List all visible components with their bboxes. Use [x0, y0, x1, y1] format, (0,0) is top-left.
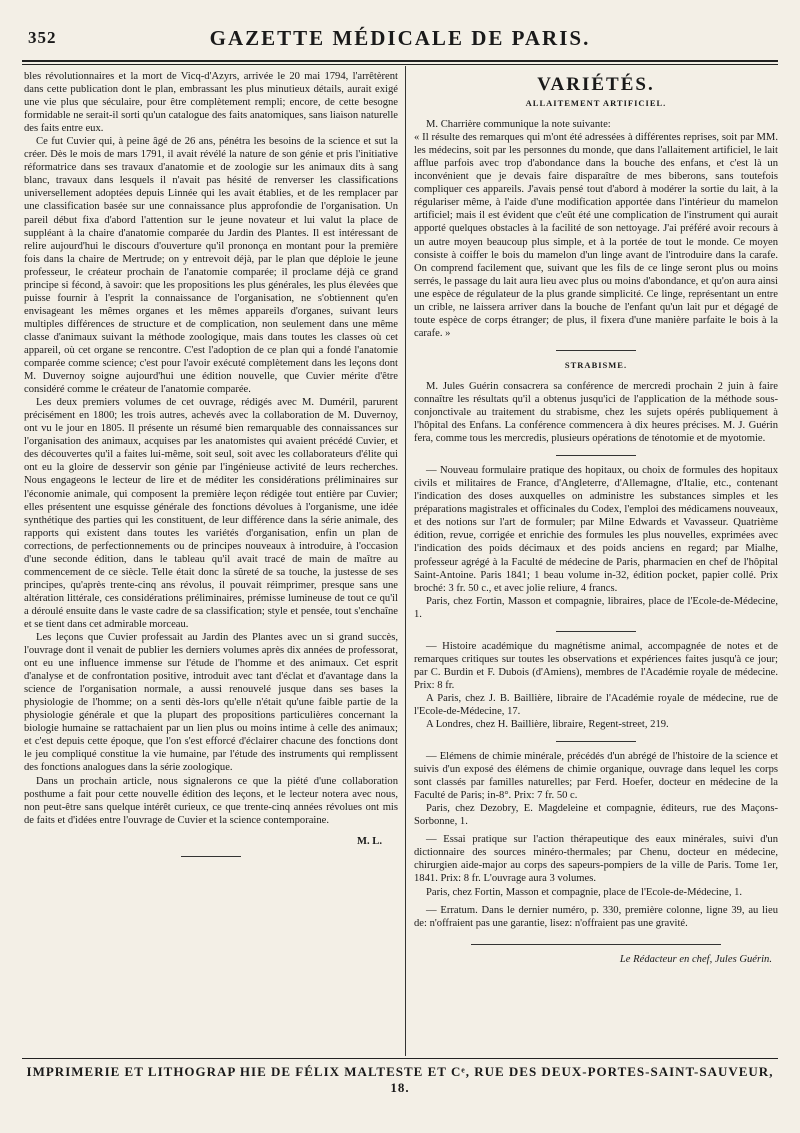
- section-separator: [556, 741, 636, 742]
- book-publisher: A Paris, chez J. B. Baillière, libraire de l'Académie royale de médecine, rue de l'Ecole-de-Médecine, 17.: [414, 692, 778, 717]
- allaitement-subtitle: ALLAITEMENT ARTIFICIEL.: [525, 98, 667, 109]
- column-divider: [405, 66, 406, 1056]
- header-rule-thin: [22, 64, 778, 65]
- book-publisher: Paris, chez Fortin, Masson et compagnie, place de l'Ecole-de-Médecine, 1.: [426, 886, 743, 898]
- left-column: [24, 70, 398, 857]
- book-entry: — Essai pratique sur l'action thérapeutique des eaux minérales, suivi d'un dictionnaire des sources minéro-thermales; par Chenu, docteur en médecine, chirurgien aide-major au corps des sapeurs-pompiers de la ville de Paris. Tome 1er, 1841. Prix: 8 fr. L'ouvrage aura 3 volumes.: [414, 834, 778, 885]
- article-paragraph: Les deux premiers volumes de cet ouvrage, rédigés avec M. Duméril, parurent précisément en 1800; les trois autres, achevés avec la collaboration de M. Duvernoy, ont vu le jour en 1805. Il présente un résumé bien remarquable des connaissances sur l'organisation des animaux, acquises par les anatomistes qui avaient précédé Cuvier, et des découvertes qu'il a faites lui-même, soit seul, soit avec les collaborateurs d'élite qui ont eu la gloire de desservir son génie par l'ingénieuse activité de leurs recherches. Nous engageons le lecteur de lire et de méditer les considérations préliminaires sur l'économie animale, qui composent la première leçon rédigée tout entière par Cuvier; elles présentent une esquisse générale des fonctions dévolues à l'organisme, une idée synthétique des parties qui les constituent, de leur différence dans la série animale, des rapports qui existent dans toutes les variétés d'organisation, enfin un plan de corrections, de perfectionnements ou de principes nouveaux à introduire, à l'occasion d'une seconde édition, dans le tableau qu'il avait tracé de main de maître au commencement de ce siècle. Telle était donc la sûreté de sa touche, la justesse de ses principes, qu'après trente-cinq ans révolus, il pouvait réimprimer, presque sans une altération littérale, ces considérations préliminaires, prémisse lumineuse de tout ce qu'il a déroulé ensuite dans le vaste cadre de sa classification; style et pensée, tout s'enchaîne et se tient dans cet admirable morceau.: [24, 397, 398, 630]
- right-column: [414, 70, 778, 966]
- section-title: VARIÉTÉS.: [537, 74, 655, 95]
- article-signature: M. L.: [356, 835, 382, 847]
- section-separator: [471, 944, 721, 945]
- page-number: 352: [28, 28, 57, 47]
- editor-signature: Le Rédacteur en chef, Jules Guérin.: [619, 953, 772, 965]
- book-publisher: Paris, chez Fortin, Masson et compagnie, libraires, place de l'Ecole-de-Médecine, 1.: [414, 595, 778, 620]
- section-separator: [556, 455, 636, 456]
- article-paragraph: Les leçons que Cuvier professait au Jardin des Plantes avec un si grand succès, l'ouvrage dont il venait de publier les derniers volumes après dix années de professorat, ont eu une influence immense sur l'étude de l'homme et des animaux. Cet esprit d'analyse et de confrontation positive, introduit avec tant d'éclat et d'avantage dans la science de l'organisation normale, a aussi renouvelé jusque dans ses bases la physiologie de l'homme; on a senti dès-lors qu'elle n'était qu'une faible partie de la physiologie générale et que la plupart des propositions particulières concernant la biologie humaine se rattachaient par un lien plus ou moins intime à celle des animaux; et c'est depuis cette époque, que l'on s'est efforcé d'éclairer chacune des fonctions dont le jeu compliqué constitue la vie humaine, par l'étude des instruments qui remplissent des fonctions analogues dans la série zoologique.: [24, 632, 398, 774]
- article-end-rule: [181, 856, 241, 857]
- section-separator: [556, 350, 636, 351]
- book-publisher: Paris, chez Dezobry, E. Magdeleine et compagnie, éditeurs, rue des Maçons-Sorbonne, 1.: [414, 803, 778, 828]
- book-publisher: A Londres, chez H. Baillière, libraire, Regent-street, 219.: [426, 719, 669, 731]
- footer-rule: [22, 1058, 778, 1059]
- strabisme-subtitle: STRABISME.: [564, 359, 628, 370]
- printer-imprint: IMPRIMERIE ET LITHOGRAP HIE DE FÉLIX MALTESTE ET Cᵉ, RUE DES DEUX-PORTES-SAINT-SAUVEUR, 18.: [26, 1064, 774, 1095]
- strabisme-text: M. Jules Guérin consacrera sa conférence de mercredi prochain 2 juin à faire connaître les résultats qu'il a obtenus jusqu'ici de l'application de la méthode sous-conjonctivale au traitement du strabisme, chez les sujets opérés publiquement à l'hôpital des Enfans. La conférence commencera à dix heures précises. M. J. Guérin fera, comme tous les mercredis, plusieurs opérations de ténotomie et de myotomie.: [414, 380, 778, 445]
- article-paragraph: Dans un prochain article, nous signalerons ce que la piété d'une collaboration posthume a fait pour cette nouvelle édition des leçons, et le lecteur notera avec nous, non peut-être sans quelque intérêt curieux, ce que trente-cinq années révolues ont mis de faits et d'idées entre l'ouvrage de Cuvier et la science contemporaine.: [24, 775, 398, 826]
- allaitement-intro: M. Charrière communique la note suivante:: [426, 119, 611, 131]
- header-rule: [22, 60, 778, 62]
- page-header: [24, 24, 776, 54]
- book-entry: — Nouveau formulaire pratique des hopitaux, ou choix de formules des hopitaux civils et militaires de France, d'Angleterre, d'Allemagne, d'Italie, etc., contenant l'indication des doses auxquelles on administre les substances simples et les préparations magistrales et officinales du Codex, l'emploi des médicamens nouveaux, et des notions sur l'art de formuler; par Milne Edwards et Vavasseur. Quatrième édition, revue, corrigée et enrichie des formules les plus nouvelles, exprimées avec l'indication des poids décimaux et des poids anciens en regard; par Mialhe, professeur agrégé à la Faculté de médecine de Paris, pharmacien en chef de l'hôpital Saint-Antoine. Paris 1841; 1 beau volume in-32, édition pocket, papier collé. Prix broché: 3 fr. 50 c., et avec jolie reliure, 4 francs.: [414, 465, 778, 594]
- book-entry: — Elémens de chimie minérale, précédés d'un abrégé de l'histoire de la science et suivis d'un exposé des élémens de chimie organique, ouvrage dans lequel les corps sont classés par familles naturelles; par Ferd. Hoefer, docteur en médecine de la Faculté de Paris; in-8°. Prix: 7 fr. 50 c.: [414, 751, 778, 802]
- article-paragraph: Ce fut Cuvier qui, à peine âgé de 26 ans, pénétra les besoins de la science et sut la créer. Dès le mois de mars 1791, il avait révélé la nature de son génie et pris l'initiative réformatrice dans ses travaux d'anatomie et de zoologie sur les animaux dits à sang blanc, travaux dans lesquels il n'avait pas hésité de renverser les classifications universellement adoptées depuis Linnée qui les avait établies, et de les remplacer par une classification basée sur une connaissance plus approfondie de l'organisation. Un pareil début fixa d'abord l'attention sur le jeune novateur et lui valut la place de suppléant à la chaire d'anatomie comparée du Jardin des Plantes. Il est intéressant de relire aujourd'hui le discours d'ouverture qu'il prononça en montant pour la première fois dans la chaire de Mertrude; on y entrevoit déjà, par le plan que déploie le jeune professeur, le créateur prochain de l'anatomie comparée; il proclame déjà ce grand principe si fécond, à savoir: que les propositions les plus générales, les plus élevées que puisse fournir à l'esprit la connaissance de l'organisation, ne s'obtiennent qu'en envisageant les mêmes organes et les mêmes appareils d'organes, suivant leurs multiples différences de structure et de complication, non seulement dans une même classe d'animaux suivant la méthode zoologique, mais dans toutes les classes où cet appareil, où cet organe se rencontre. C'est l'adoption de ce plan qui a fondé l'anatomie comparée comme science; c'est pour l'avoir exécuté complètement dans les leçons dont M. Duvernoy soigne aujourd'hui une édition nouvelle, que Cuvier mérite d'être considéré comme le créateur de l'anatomie comparée.: [24, 136, 398, 396]
- erratum-entry: — Erratum. Dans le dernier numéro, p. 330, première colonne, ligne 39, au lieu de: n'offraient pas une garantie, lisez: n'offraient pas une gravité.: [414, 904, 778, 929]
- journal-title: GAZETTE MÉDICALE DE PARIS.: [209, 26, 591, 50]
- allaitement-quote: « Il résulte des remarques qui m'ont été adressées à différentes reprises, soit par MM. les médecins, soit par les personnes du monde, que dans l'allaitement artificiel, le lait afflue parfois avec trop d'abondance dans la bouche des enfans, et c'est là un inconvénient que je devais faire disparaître de mes biberons, sans toutefois compliquer ces appareils. J'avais pensé tout d'abord à modérer la sortie du lait, à la régulariser même, à l'aide d'une modification apportée dans l'intérieur du mamelon artificiel; mais il est évident que c'eût été une complication de l'instrument qui aurait apporté quelques obstacles à la facilité de son nettoyage. J'ai préféré avoir recours à un autre moyen beaucoup plus simple, et à la portée de tout le monde. Ce moyen consiste à coiffer le bois du mamelon d'un linge avant de l'introduire dans la carafe. On comprend facilement que, suivant que les fils de ce linge seront plus ou moins serrés, le passage du lait aura lieu avec plus ou moins d'abondance, et qu'on aura ainsi une espèce de régulateur de la plus grande simplicité. Ce linge, représentant un entre un crible, ne laissera arriver dans la bouche de l'enfant qu'un lait pur et dégagé de toute espèce de corps étranger; de plus, il fixera d'une manière parfaite le bois à la carafe. »: [414, 132, 778, 339]
- section-separator: [556, 631, 636, 632]
- article-paragraph: bles révolutionnaires et la mort de Vicq-d'Azyrs, arrivée le 20 mai 1794, l'arrêtèrent dans cette publication dont le plan, embrassant les plus minutieux détails, aurait exigé une vie plus que séculaire, pour être complètement rempli; encore, de cette besogne formidable ne serait-il sorti qu'un catalogue des faits anatomiques, sans liaison naturelle des faits entre eux.: [24, 71, 398, 135]
- book-entry: — Histoire académique du magnétisme animal, accompagnée de notes et de remarques critiques sur toutes les observations et expériences faites jusqu'à ce jour; par C. Burdin et F. Dubois (d'Amiens), membres de l'Académie royale de médecine. Prix: 8 fr.: [414, 640, 778, 691]
